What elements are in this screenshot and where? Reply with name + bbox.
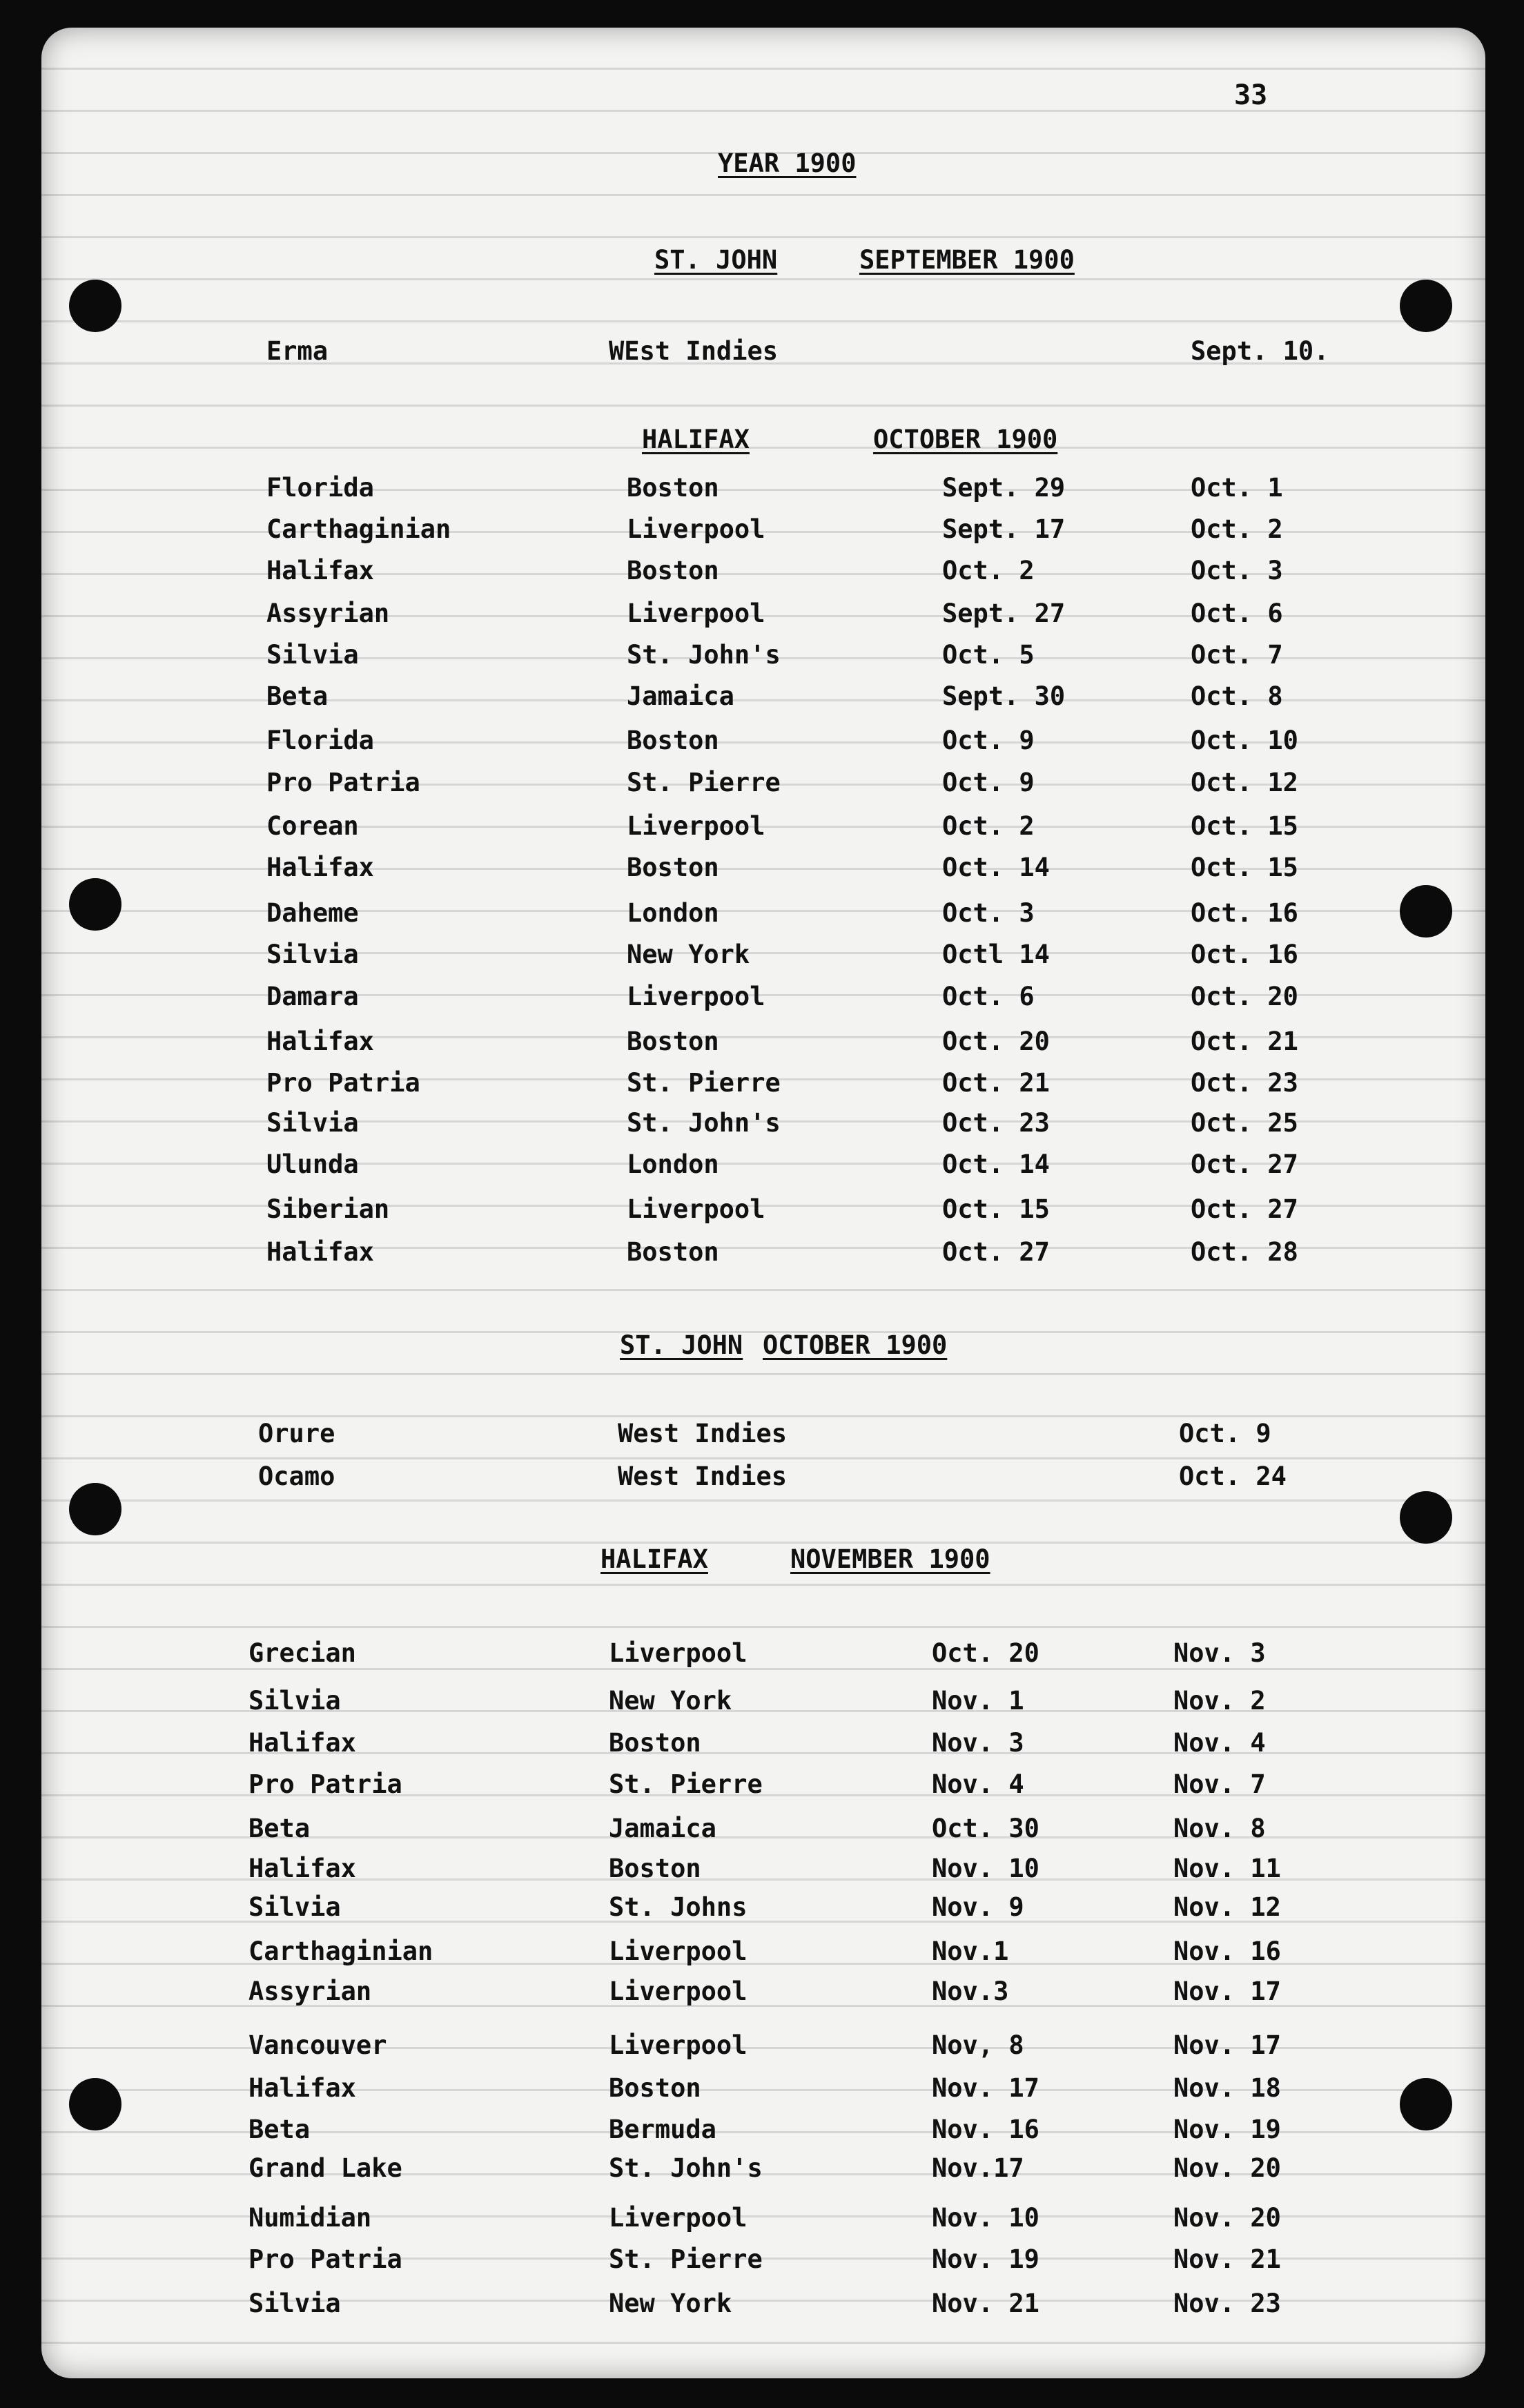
arrival-date: Oct. 16 bbox=[1191, 940, 1298, 969]
sailed-date: Oct. 5 bbox=[942, 640, 1035, 670]
arrival-date: Oct. 1 bbox=[1191, 473, 1283, 503]
ship-name: Silvia bbox=[248, 1686, 341, 1716]
origin-port: Boston bbox=[609, 2073, 701, 2103]
sailed-date: Oct. 23 bbox=[942, 1108, 1050, 1138]
arrival-date: Oct. 15 bbox=[1191, 853, 1298, 882]
origin-port: Jamaica bbox=[627, 681, 734, 711]
origin-port: Boston bbox=[627, 1027, 719, 1056]
section-port: ST. JOHN bbox=[654, 245, 778, 275]
arrival-date: Oct. 3 bbox=[1191, 556, 1283, 585]
arrival-date: Oct. 15 bbox=[1191, 811, 1298, 841]
ship-name: Florida bbox=[266, 726, 374, 755]
arrival-date: Nov. 12 bbox=[1173, 1892, 1281, 1922]
punch-hole bbox=[1400, 1491, 1452, 1544]
sailed-date: Nov.1 bbox=[932, 1936, 1009, 1966]
origin-port: London bbox=[627, 1149, 719, 1179]
sailed-date: Nov. 19 bbox=[932, 2244, 1039, 2274]
sailed-date: Nov. 17 bbox=[932, 2073, 1039, 2103]
arrival-date: Nov. 18 bbox=[1173, 2073, 1281, 2103]
arrival-date: Oct. 8 bbox=[1191, 681, 1283, 711]
origin-port: St. Pierre bbox=[627, 1068, 781, 1098]
section-port: HALIFAX bbox=[600, 1544, 708, 1574]
origin-port: Boston bbox=[627, 1237, 719, 1267]
arrival-date: Oct. 25 bbox=[1191, 1108, 1298, 1138]
sailed-date: Nov.3 bbox=[932, 1977, 1009, 2006]
arrival-date: Oct. 20 bbox=[1191, 982, 1298, 1011]
section-month: NOVEMBER 1900 bbox=[790, 1544, 990, 1574]
punch-hole bbox=[69, 1483, 121, 1535]
ship-name: Beta bbox=[248, 1814, 311, 1843]
ship-name: Halifax bbox=[248, 1728, 356, 1758]
arrival-date: Oct. 10 bbox=[1191, 726, 1298, 755]
ship-name: Ocamo bbox=[258, 1462, 335, 1491]
section-month: OCTOBER 1900 bbox=[873, 425, 1058, 454]
arrival-date: Nov. 20 bbox=[1173, 2153, 1281, 2183]
arrival-date: Nov. 2 bbox=[1173, 1686, 1266, 1716]
origin-port: Boston bbox=[627, 726, 719, 755]
arrival-date: Oct. 23 bbox=[1191, 1068, 1298, 1098]
sailed-date: Nov.17 bbox=[932, 2153, 1024, 2183]
arrival-date: Nov. 3 bbox=[1173, 1638, 1266, 1668]
origin-port: St. Johns bbox=[609, 1892, 748, 1922]
sailed-date: Nov. 16 bbox=[932, 2115, 1039, 2144]
origin-port: St. Pierre bbox=[627, 768, 781, 797]
arrival-date: Nov. 19 bbox=[1173, 2115, 1281, 2144]
arrival-date: Nov. 7 bbox=[1173, 1769, 1266, 1799]
origin-port: London bbox=[627, 898, 719, 928]
origin-port: St. John's bbox=[627, 640, 781, 670]
ship-name: Grecian bbox=[248, 1638, 356, 1668]
sailed-date: Oct. 21 bbox=[942, 1068, 1050, 1098]
sailed-date: Nov. 3 bbox=[932, 1728, 1024, 1758]
ship-name: Silvia bbox=[266, 940, 359, 969]
section-month: OCTOBER 1900 bbox=[763, 1330, 948, 1360]
ship-name: Erma bbox=[266, 336, 329, 366]
arrival-date: Oct. 6 bbox=[1191, 599, 1283, 628]
origin-port: Liverpool bbox=[627, 514, 765, 544]
origin-port: Bermuda bbox=[609, 2115, 716, 2144]
section-port: HALIFAX bbox=[642, 425, 750, 454]
section-port: ST. JOHN bbox=[620, 1330, 743, 1360]
origin-port: Liverpool bbox=[609, 1936, 748, 1966]
ship-name: Siberian bbox=[266, 1194, 390, 1224]
origin-port: Liverpool bbox=[627, 1194, 765, 1224]
origin-port: New York bbox=[609, 1686, 732, 1716]
origin-port: Liverpool bbox=[609, 1977, 748, 2006]
ship-name: Pro Patria bbox=[266, 1068, 420, 1098]
punch-hole bbox=[1400, 2078, 1452, 2130]
arrival-date: Nov. 8 bbox=[1173, 1814, 1266, 1843]
ship-name: Halifax bbox=[266, 1027, 374, 1056]
ship-name: Halifax bbox=[266, 556, 374, 585]
arrival-date: Oct. 28 bbox=[1191, 1237, 1298, 1267]
ship-name: Silvia bbox=[248, 2289, 341, 2318]
sailed-date: Oct. 14 bbox=[942, 1149, 1050, 1179]
arrival-date: Sept. 10. bbox=[1191, 336, 1329, 366]
sailed-date: Nov. 9 bbox=[932, 1892, 1024, 1922]
sailed-date: Sept. 27 bbox=[942, 599, 1066, 628]
arrival-date: Oct. 21 bbox=[1191, 1027, 1298, 1056]
sailed-date: Nov. 10 bbox=[932, 2203, 1039, 2233]
arrival-date: Nov. 21 bbox=[1173, 2244, 1281, 2274]
origin-port: Boston bbox=[627, 556, 719, 585]
arrival-date: Oct. 16 bbox=[1191, 898, 1298, 928]
ship-name: Pro Patria bbox=[248, 2244, 402, 2274]
origin-port: Liverpool bbox=[627, 599, 765, 628]
origin-port: Jamaica bbox=[609, 1814, 716, 1843]
sailed-date: Nov. 21 bbox=[932, 2289, 1039, 2318]
arrival-date: Nov. 16 bbox=[1173, 1936, 1281, 1966]
origin-port: St. Pierre bbox=[609, 1769, 763, 1799]
origin-port: Boston bbox=[609, 1854, 701, 1883]
origin-port: Boston bbox=[609, 1728, 701, 1758]
origin-port: Liverpool bbox=[609, 2203, 748, 2233]
sailed-date: Nov. 10 bbox=[932, 1854, 1039, 1883]
sailed-date: Sept. 17 bbox=[942, 514, 1066, 544]
ship-name: Daheme bbox=[266, 898, 359, 928]
arrival-date: Oct. 9 bbox=[1179, 1419, 1271, 1448]
sailed-date: Oct. 30 bbox=[932, 1814, 1039, 1843]
origin-port: Boston bbox=[627, 473, 719, 503]
sailed-date: Oct. 14 bbox=[942, 853, 1050, 882]
arrival-date: Nov. 17 bbox=[1173, 2030, 1281, 2060]
sailed-date: Oct. 9 bbox=[942, 768, 1035, 797]
ship-name: Assyrian bbox=[266, 599, 390, 628]
sailed-date: Oct. 15 bbox=[942, 1194, 1050, 1224]
ship-name: Silvia bbox=[248, 1892, 341, 1922]
arrival-date: Oct. 7 bbox=[1191, 640, 1283, 670]
arrival-date: Oct. 2 bbox=[1191, 514, 1283, 544]
punch-hole bbox=[1400, 885, 1452, 938]
origin-port: West Indies bbox=[618, 1419, 788, 1448]
arrival-date: Nov. 20 bbox=[1173, 2203, 1281, 2233]
sailed-date: Nov, 8 bbox=[932, 2030, 1024, 2060]
ship-name: Beta bbox=[248, 2115, 311, 2144]
origin-port: St. John's bbox=[627, 1108, 781, 1138]
sailed-date: Oct. 2 bbox=[942, 556, 1035, 585]
origin-port: St. John's bbox=[609, 2153, 763, 2183]
ship-name: Numidian bbox=[248, 2203, 372, 2233]
origin-port: Liverpool bbox=[627, 982, 765, 1011]
origin-port: St. Pierre bbox=[609, 2244, 763, 2274]
arrival-date: Nov. 17 bbox=[1173, 1977, 1281, 2006]
origin-port: Liverpool bbox=[609, 2030, 748, 2060]
arrival-date: Oct. 27 bbox=[1191, 1149, 1298, 1179]
punch-hole bbox=[1400, 280, 1452, 332]
sailed-date: Oct. 20 bbox=[942, 1027, 1050, 1056]
ship-name: Halifax bbox=[266, 1237, 374, 1267]
ship-name: Carthaginian bbox=[266, 514, 451, 544]
ship-name: Pro Patria bbox=[266, 768, 420, 797]
punch-hole bbox=[69, 878, 121, 931]
sailed-date: Oct. 9 bbox=[942, 726, 1035, 755]
arrival-date: Nov. 11 bbox=[1173, 1854, 1281, 1883]
ship-name: Silvia bbox=[266, 640, 359, 670]
origin-port: Liverpool bbox=[627, 811, 765, 841]
sailed-date: Sept. 29 bbox=[942, 473, 1066, 503]
origin-port: Liverpool bbox=[609, 1638, 748, 1668]
ship-name: Ulunda bbox=[266, 1149, 359, 1179]
ship-name: Assyrian bbox=[248, 1977, 372, 2006]
sailed-date: Oct. 2 bbox=[942, 811, 1035, 841]
document-page bbox=[41, 28, 1485, 2378]
ship-name: Pro Patria bbox=[248, 1769, 402, 1799]
section-month: SEPTEMBER 1900 bbox=[859, 245, 1075, 275]
ship-name: Carthaginian bbox=[248, 1936, 433, 1966]
arrival-date: Nov. 4 bbox=[1173, 1728, 1266, 1758]
sailed-date: Nov. 1 bbox=[932, 1686, 1024, 1716]
origin-port: Boston bbox=[627, 853, 719, 882]
ship-name: Orure bbox=[258, 1419, 335, 1448]
sailed-date: Sept. 30 bbox=[942, 681, 1066, 711]
ship-name: Silvia bbox=[266, 1108, 359, 1138]
ship-name: Halifax bbox=[248, 1854, 356, 1883]
ship-name: Halifax bbox=[248, 2073, 356, 2103]
page-number: 33 bbox=[1234, 79, 1268, 111]
sailed-date: Nov. 4 bbox=[932, 1769, 1024, 1799]
ship-name: Grand Lake bbox=[248, 2153, 402, 2183]
ship-name: Corean bbox=[266, 811, 359, 841]
top-heading: YEAR 1900 bbox=[718, 148, 857, 178]
punch-hole bbox=[69, 2078, 121, 2130]
ship-name: Damara bbox=[266, 982, 359, 1011]
sailed-date: Octl 14 bbox=[942, 940, 1050, 969]
sailed-date: Oct. 6 bbox=[942, 982, 1035, 1011]
origin-port: New York bbox=[609, 2289, 732, 2318]
arrival-date: Nov. 23 bbox=[1173, 2289, 1281, 2318]
sailed-date: Oct. 20 bbox=[932, 1638, 1039, 1668]
arrival-date: Oct. 24 bbox=[1179, 1462, 1287, 1491]
punch-hole bbox=[69, 280, 121, 332]
origin-port: WEst Indies bbox=[609, 336, 779, 366]
sailed-date: Oct. 3 bbox=[942, 898, 1035, 928]
sailed-date: Oct. 27 bbox=[942, 1237, 1050, 1267]
origin-port: New York bbox=[627, 940, 750, 969]
ship-name: Beta bbox=[266, 681, 329, 711]
ship-name: Florida bbox=[266, 473, 374, 503]
ship-name: Vancouver bbox=[248, 2030, 387, 2060]
arrival-date: Oct. 27 bbox=[1191, 1194, 1298, 1224]
arrival-date: Oct. 12 bbox=[1191, 768, 1298, 797]
origin-port: West Indies bbox=[618, 1462, 788, 1491]
ship-name: Halifax bbox=[266, 853, 374, 882]
